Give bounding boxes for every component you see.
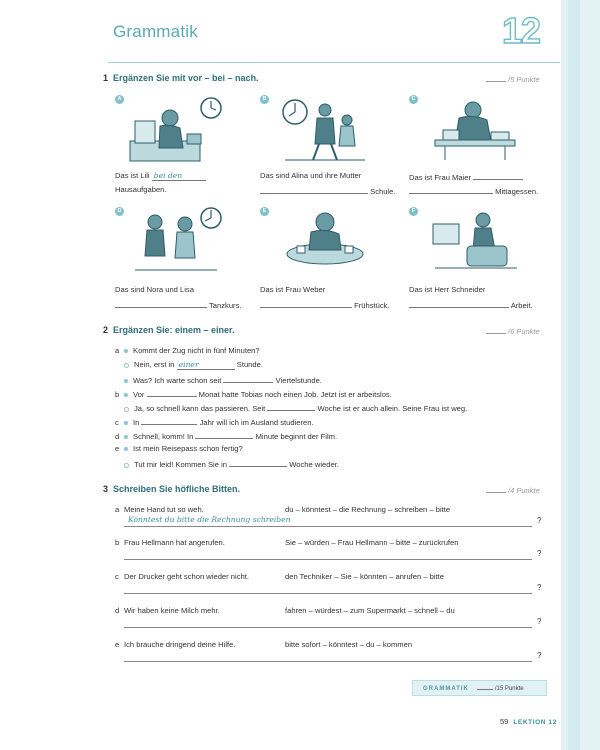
ex3-b-qmark: ? xyxy=(537,549,542,558)
caption-a-line1: Das ist Lili bei den xyxy=(115,171,206,181)
bullet-open-icon xyxy=(124,363,129,368)
ex1-title-text: Ergänzen Sie mit vor – bei – nach. xyxy=(113,73,259,83)
page-title: Grammatik xyxy=(113,22,198,41)
bullet-open-icon xyxy=(124,463,129,468)
lesson-label: LEKTION 12 xyxy=(513,719,557,726)
bullet-filled-icon xyxy=(124,379,128,383)
ex3-d-words: fahren – würdest – zum Supermarkt – schnell – du xyxy=(285,606,455,615)
item-badge-a: A xyxy=(115,95,124,104)
ex2-line-e1: e Ist mein Reisepass schon fertig? xyxy=(115,444,243,453)
answer-line-3d[interactable] xyxy=(124,627,532,628)
ex3-c-qmark: ? xyxy=(537,583,542,592)
ex3-b-situation: b Frau Hellmann hat angerufen. xyxy=(115,538,225,547)
side-color-strip-inner xyxy=(568,0,580,750)
ex3-d-qmark: ? xyxy=(537,617,542,626)
ex2-points: /6 Punkte xyxy=(486,327,540,336)
ex3-a-situation: a Meine Hand tut so weh. xyxy=(115,505,204,514)
ex3-c-words: den Techniker – Sie – könnten – anrufen – bitte xyxy=(285,572,445,581)
ex3-a-answer-text: Könntest du bitte die Rechnung schreiben xyxy=(128,515,291,524)
side-color-strip xyxy=(561,0,600,750)
ex2-line-d: d Schnell, komm! In Minute beginnt der Film. xyxy=(115,432,338,441)
answer-line-3e[interactable] xyxy=(124,661,532,662)
ex2-line-b2: Ja, so schnell kann das passieren. Seit Woche ist er auch allein. Seine Frau ist weg. xyxy=(115,402,467,413)
answer-line-3c[interactable] xyxy=(124,593,532,594)
points-blank[interactable] xyxy=(486,492,506,493)
grammar-score-box: GRAMMATIK /15 Punkte xyxy=(412,680,547,696)
total-points-blank[interactable] xyxy=(477,681,493,690)
bullet-filled-icon xyxy=(124,421,128,425)
caption-a-line2: Hausaufgaben. xyxy=(115,185,167,194)
bullet-open-icon xyxy=(124,407,129,412)
ex3-e-words: bitte sofort – könntest – du – kommen xyxy=(285,640,413,649)
page-number: 59 xyxy=(500,717,509,726)
item-badge-c: C xyxy=(409,95,418,104)
caption-f-line2: Arbeit. xyxy=(409,299,533,310)
item-badge-f: F xyxy=(409,207,418,216)
item-badge-d: D xyxy=(115,207,124,216)
ex2-line-a2: Nein, erst in einer Stunde. xyxy=(115,360,263,370)
chapter-number: 12 xyxy=(502,10,541,51)
ex3-a-words: du – könntest – die Rechnung – schreiben – bitte xyxy=(285,505,451,514)
page-footer xyxy=(500,717,557,726)
answer-field-2e[interactable] xyxy=(229,458,287,467)
ex3-d-situation: d Wir haben keine Milch mehr. xyxy=(115,606,220,615)
answer-field-a[interactable]: bei den xyxy=(152,171,206,181)
illustration-after-work xyxy=(425,206,525,274)
points-blank[interactable] xyxy=(486,333,506,334)
ex2-title: 2 Ergänzen Sie: einem – einer. xyxy=(103,325,235,335)
answer-field-f[interactable] xyxy=(409,299,509,308)
answer-field-2b1[interactable] xyxy=(147,388,197,397)
illustration-lili-homework xyxy=(125,96,225,164)
answer-line-3a[interactable] xyxy=(124,526,532,527)
ex3-a-qmark: ? xyxy=(537,516,542,525)
bullet-filled-icon xyxy=(124,447,128,451)
bullet-filled-icon xyxy=(124,393,128,397)
title-rule xyxy=(108,62,560,63)
caption-d-line1: Das sind Nora und Lisa xyxy=(115,285,194,294)
illustration-lunch xyxy=(425,96,525,164)
illustration-school-walk xyxy=(275,96,375,164)
illustration-breakfast xyxy=(275,206,375,274)
answer-field-d[interactable] xyxy=(115,299,207,308)
answer-field-c2[interactable] xyxy=(409,185,493,194)
ex1-number: 1 xyxy=(103,73,109,83)
ex3-e-qmark: ? xyxy=(537,651,542,660)
answer-field-2c[interactable] xyxy=(141,416,197,425)
caption-d-line2: Tanzkurs. xyxy=(115,299,241,310)
caption-e-line2: Frühstück. xyxy=(260,299,390,310)
caption-f-line1: Das ist Herr Schneider xyxy=(409,285,486,294)
answer-line-3b[interactable] xyxy=(124,559,532,560)
caption-c-line2: Mittagessen. xyxy=(409,185,538,196)
caption-b-line1: Das sind Alina und ihre Mutter xyxy=(260,171,362,180)
answer-field-e[interactable] xyxy=(260,299,352,308)
ex2-line-a1: a Kommt der Zug nicht in fünf Minuten? xyxy=(115,346,260,355)
answer-field-2a1[interactable]: einer xyxy=(177,360,235,370)
bullet-filled-icon xyxy=(124,435,128,439)
answer-field-c1[interactable] xyxy=(473,171,523,180)
ex3-title: 3 Schreiben Sie höfliche Bitten. xyxy=(103,484,241,494)
ex2-line-c: c In Jahr will ich im Ausland studieren. xyxy=(115,418,314,427)
ex3-b-words: Sie – würden – Frau Hellmann – bitte – zurückrufen xyxy=(285,538,459,547)
item-badge-b: B xyxy=(260,95,269,104)
answer-field-b[interactable] xyxy=(260,185,368,194)
answer-field-2a2[interactable] xyxy=(223,374,273,383)
ex1-title xyxy=(103,73,259,83)
answer-field-2d[interactable] xyxy=(195,430,253,439)
ex3-c-situation: c Der Drucker geht schon wieder nicht. xyxy=(115,572,249,581)
ex2-line-b1: b Vor Monat hatte Tobias noch einen Job. Jetzt ist er arbeitslos. xyxy=(115,390,392,399)
bullet-filled-icon xyxy=(124,349,128,353)
ex3-points: /4 Punkte xyxy=(486,486,540,495)
ex1-points: /5 Punkte xyxy=(486,75,540,84)
answer-field-2b2[interactable] xyxy=(267,402,315,411)
points-blank[interactable] xyxy=(486,81,506,82)
ex2-line-a3: Was? Ich warte schon seit Viertelstunde. xyxy=(115,374,322,385)
caption-b-line2: Schule. xyxy=(260,185,395,196)
ex2-line-e2: Tut mir leid! Kommen Sie in Woche wieder. xyxy=(115,458,339,469)
item-badge-e: E xyxy=(260,207,269,216)
illustration-dance-course xyxy=(125,206,225,274)
caption-c-line1: Das ist Frau Maier xyxy=(409,171,523,182)
ex3-e-situation: e Ich brauche dringend deine Hilfe. xyxy=(115,640,236,649)
caption-e-line1: Das ist Frau Weber xyxy=(260,285,326,294)
